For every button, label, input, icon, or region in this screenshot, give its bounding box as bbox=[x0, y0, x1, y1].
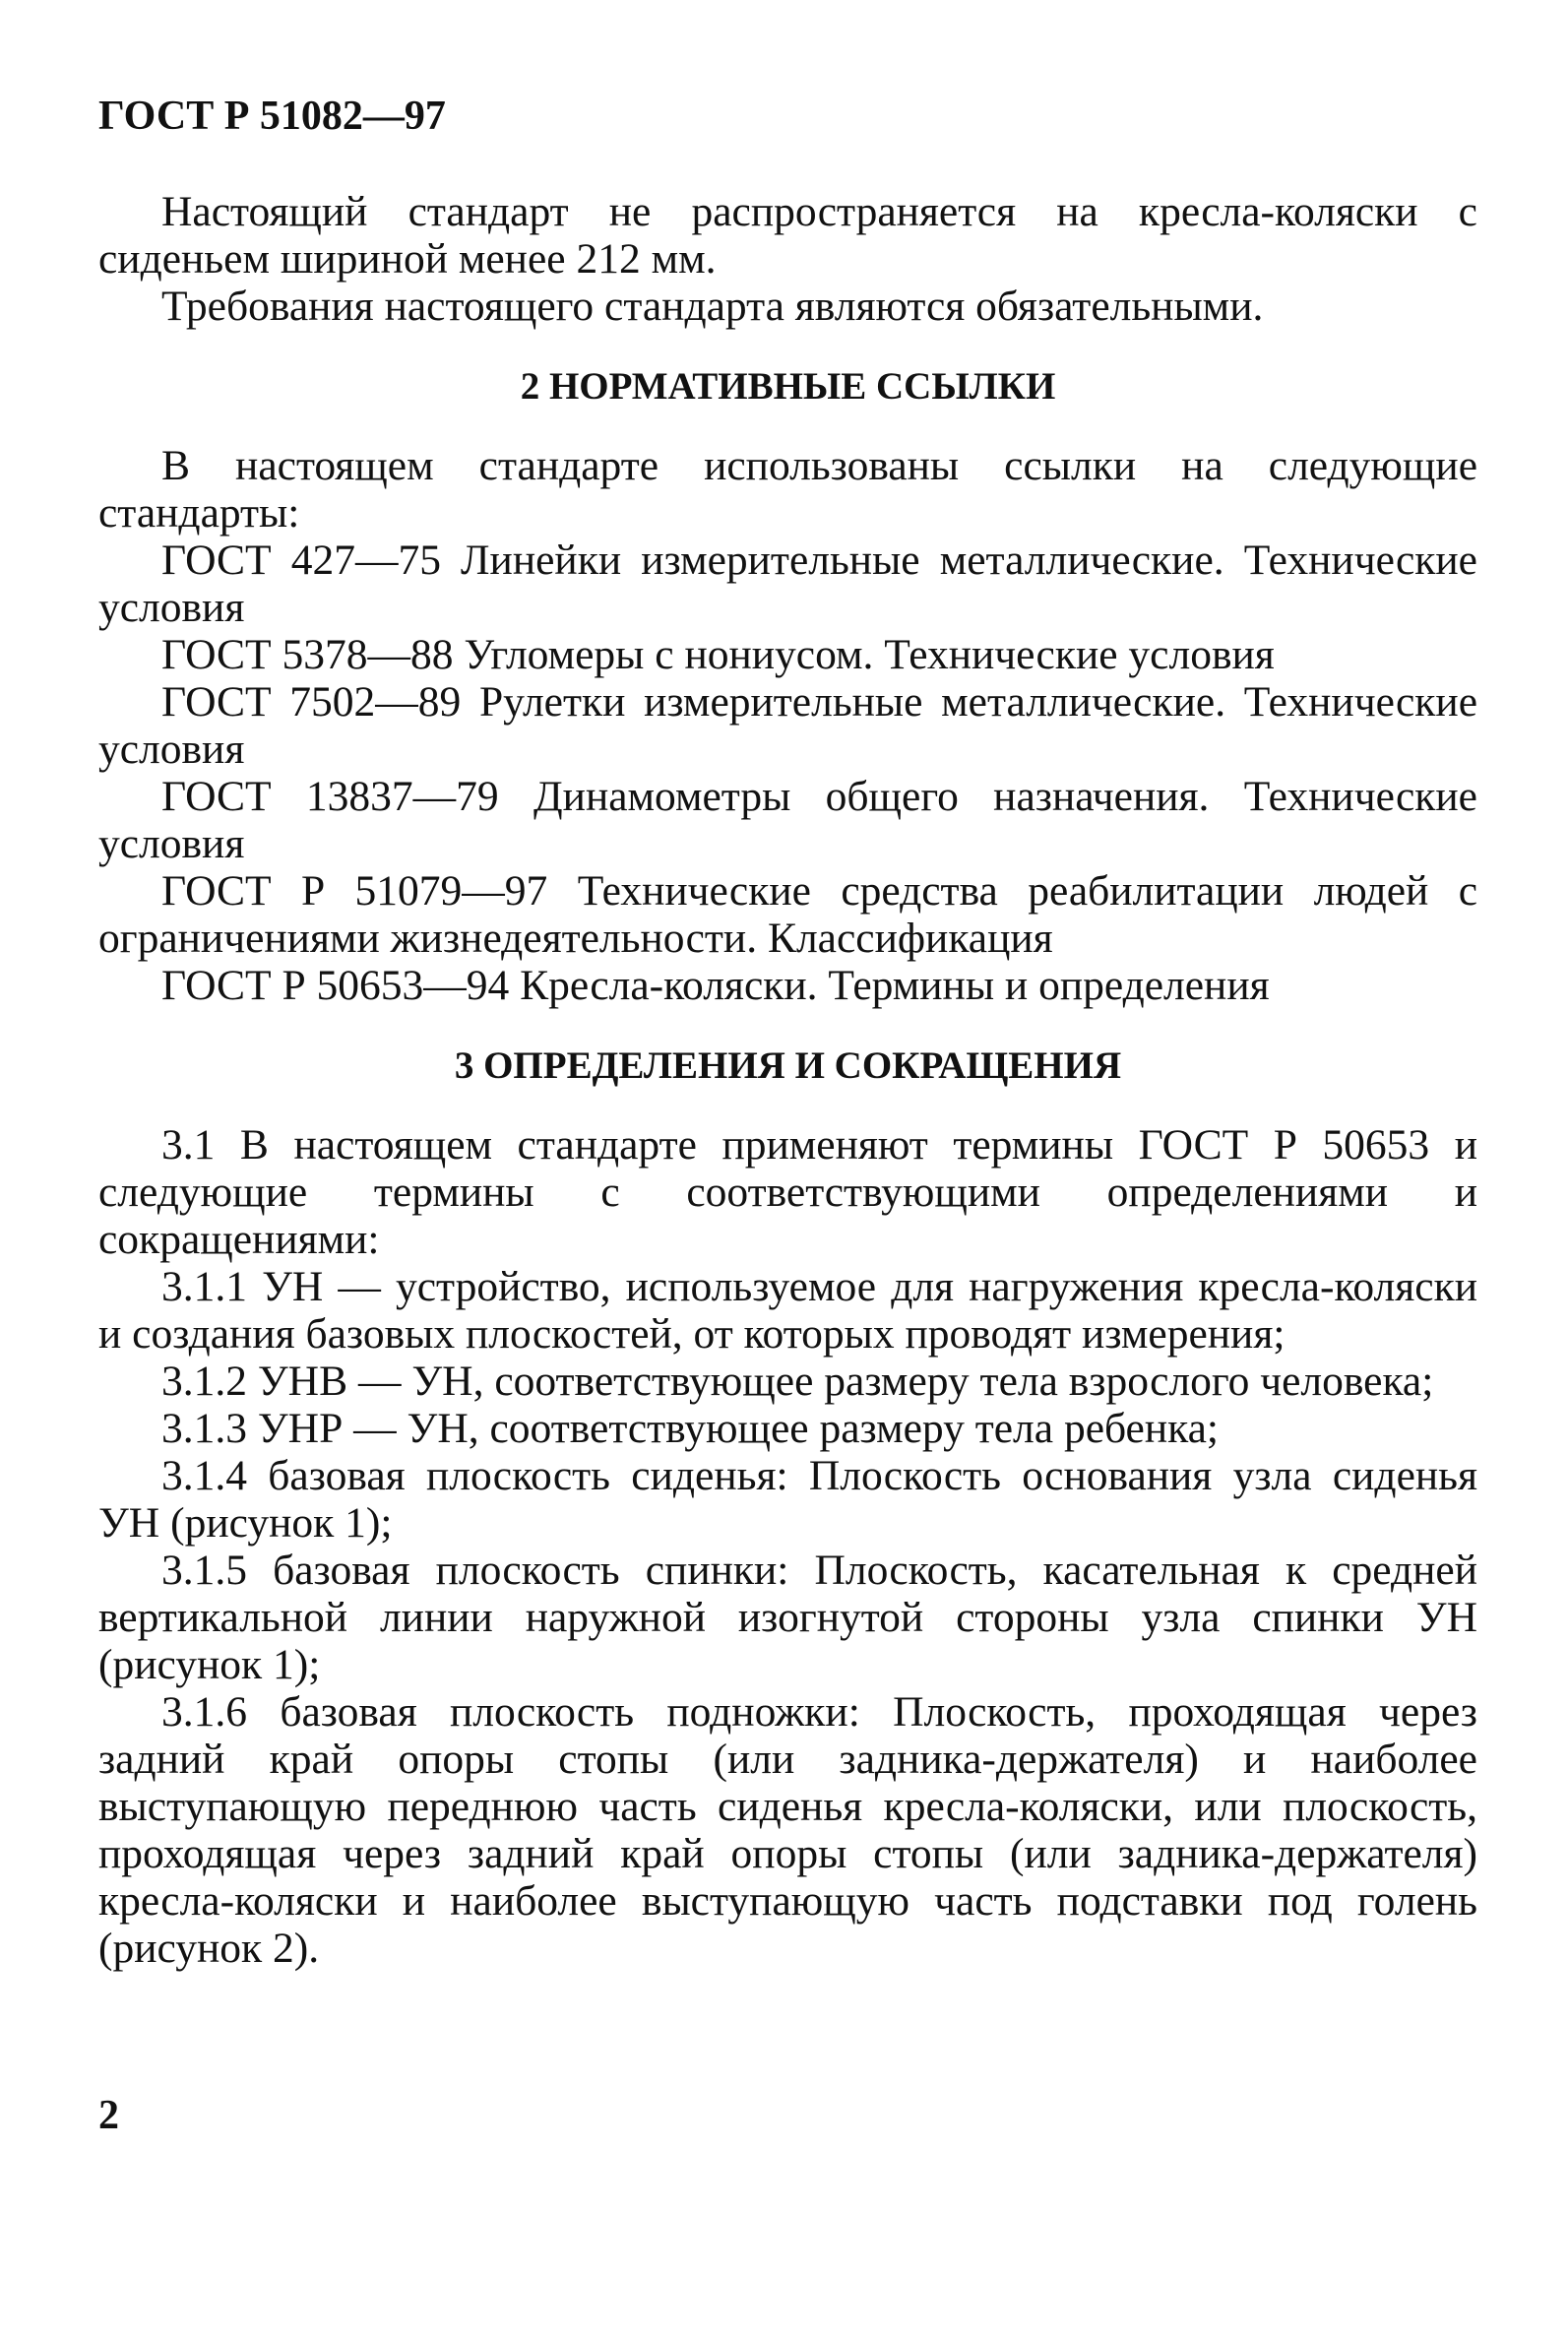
reference-item: ГОСТ 427—75 Линейки измерительные металлические. Технические условия bbox=[98, 537, 1477, 631]
intro-paragraph: Настоящий стандарт не распространяется на кресла-коляски с сиденьем шириной менее 212 мм. bbox=[98, 188, 1477, 283]
reference-item: ГОСТ Р 51079—97 Технические средства реабилитации людей с ограничениями жизнедеятельности. Классификация bbox=[98, 867, 1477, 962]
reference-item: ГОСТ 13837—79 Динамометры общего назначения. Технические условия bbox=[98, 773, 1477, 867]
section-3-title: 3 ОПРЕДЕЛЕНИЯ И СОКРАЩЕНИЯ bbox=[454, 1044, 1122, 1087]
section-2-paragraph: В настоящем стандарте использованы ссылки на следующие стандарты: bbox=[98, 442, 1477, 537]
section-2-title: 2 НОРМАТИВНЫЕ ССЫЛКИ bbox=[520, 365, 1056, 408]
definition-item: 3.1.4 базовая плоскость сиденья: Плоскость основания узла сиденья УН (рисунок 1); bbox=[98, 1452, 1477, 1547]
definition-item: 3.1.3 УНР — УН, соответствующее размеру тела ребенка; bbox=[161, 1405, 1220, 1452]
reference-item: ГОСТ 5378—88 Угломеры с нониусом. Технические условия bbox=[161, 631, 1275, 678]
reference-item: ГОСТ Р 50653—94 Кресла-коляски. Термины и определения bbox=[161, 962, 1270, 1009]
section-3-paragraph: 3.1 В настоящем стандарте применяют термины ГОСТ Р 50653 и следующие термины с соответствующими определениями и сокращениями: bbox=[98, 1121, 1477, 1263]
page-number: 2 bbox=[98, 2093, 119, 2138]
definition-item: 3.1.1 УН — устройство, используемое для нагружения кресла-коляски и создания базовых плоскостей, от которых проводят измерения; bbox=[98, 1263, 1477, 1358]
section-3-body bbox=[98, 1121, 1477, 1972]
intro-paragraph: Требования настоящего стандарта являются обязательными. bbox=[161, 283, 1264, 330]
document-header: ГОСТ Р 51082—97 bbox=[98, 94, 446, 139]
definition-item: 3.1.5 базовая плоскость спинки: Плоскость, касательная к средней вертикальной линии наружной изогнутой стороны узла спинки УН (рисунок 1); bbox=[98, 1547, 1477, 1688]
definition-item: 3.1.2 УНВ — УН, соответствующее размеру тела взрослого человека; bbox=[161, 1358, 1434, 1405]
intro-block bbox=[98, 188, 1477, 330]
definition-item: 3.1.6 базовая плоскость подножки: Плоскость, проходящая через задний край опоры стопы (или задника-держателя) и наиболее выступающую переднюю часть сиденья кресла-коляски, или плоскость, проходящая через задний край опоры стопы (или задника-держателя) кресла-коляски и наиболее выступающую часть подставки под голень (рисунок 2). bbox=[98, 1688, 1477, 1972]
reference-item: ГОСТ 7502—89 Рулетки измерительные металлические. Технические условия bbox=[98, 678, 1477, 773]
section-2-body bbox=[98, 442, 1477, 1009]
